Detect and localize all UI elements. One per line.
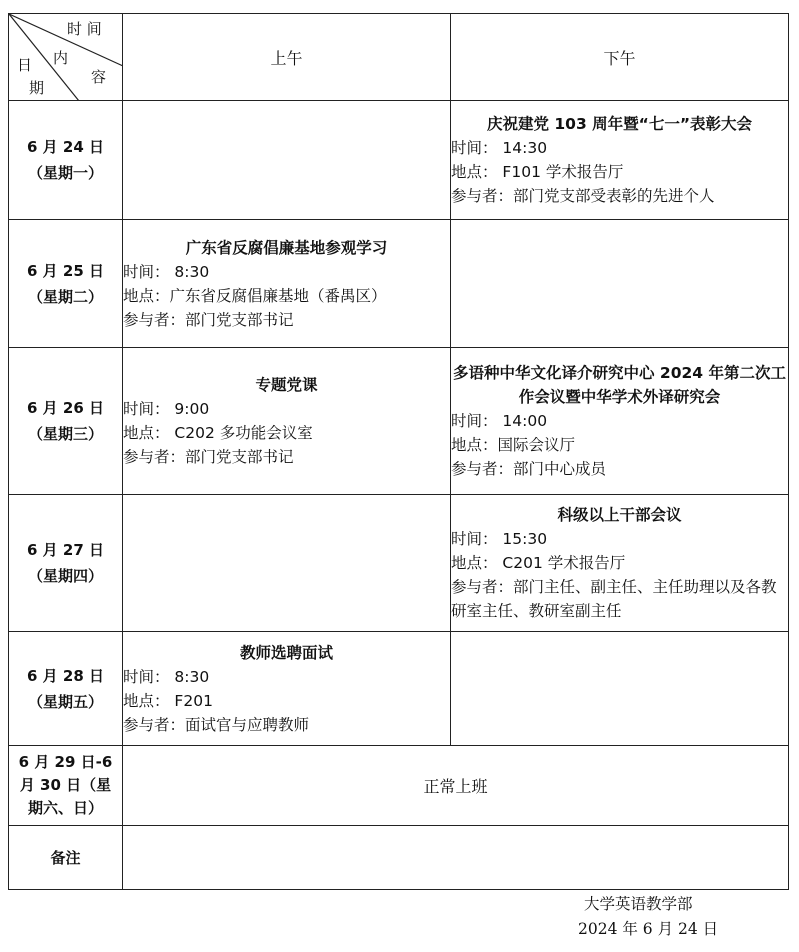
table-row <box>9 495 789 632</box>
date-cell <box>9 746 123 826</box>
event-participants: 参与者：部门中心成员 <box>451 460 607 478</box>
event-title: 专题党课 <box>255 376 318 394</box>
event-place: 地点： C202 多功能会议室 <box>123 424 313 442</box>
event-place: 地点：国际会议厅 <box>451 436 576 454</box>
event-place: 地点： F101 学术报告厅 <box>451 163 624 181</box>
weekday-label: （星期二） <box>27 287 103 306</box>
date-cell <box>9 101 123 220</box>
morning-event <box>123 220 451 348</box>
column-header-morning: 上午 <box>123 14 451 101</box>
event-time: 时间： 9:00 <box>123 400 210 418</box>
corner-label-time: 时 间 <box>67 20 102 38</box>
morning-event <box>123 632 451 746</box>
footer-department: 大学英语教学部 <box>584 895 693 913</box>
morning-event <box>123 348 451 495</box>
date-cell <box>9 348 123 495</box>
event-title: 庆祝建党 103 周年暨“七一”表彰大会 <box>486 115 753 133</box>
date-cell <box>9 632 123 746</box>
event-time: 时间： 8:30 <box>123 262 210 281</box>
date-cell <box>9 220 123 348</box>
weekday-label: （星期五） <box>27 692 103 711</box>
corner-label-date-1: 日 <box>17 56 33 74</box>
table-row-weekend <box>9 746 789 826</box>
date-cell <box>9 495 123 632</box>
morning-cell-empty <box>123 101 451 220</box>
event-participants: 参与者：部门党支部受表彰的先进个人 <box>451 187 715 205</box>
weekday-label: （星期三） <box>27 425 103 443</box>
corner-label-date-2: 期 <box>29 79 45 97</box>
date-label-line-1: 6 月 29 日-6 <box>18 753 113 771</box>
date-label-line-2: 月 30 日（星 <box>19 776 112 794</box>
event-time: 时间： 15:30 <box>451 530 548 548</box>
event-title: 教师选聘面试 <box>239 643 333 662</box>
event-place: 地点： C201 学术报告厅 <box>451 554 626 572</box>
corner-label-content-1: 内 <box>53 49 69 67</box>
event-participants: 参与者：部门党支部书记 <box>123 448 294 466</box>
column-header-afternoon: 下午 <box>451 14 789 101</box>
weekend-note: 正常上班 <box>123 746 789 826</box>
afternoon-cell-empty <box>451 632 789 746</box>
event-title: 科级以上干部会议 <box>557 506 682 524</box>
event-participants: 参与者：面试官与应聘教师 <box>123 715 310 734</box>
event-time: 时间： 14:30 <box>451 139 548 157</box>
event-participants: 参与者：部门主任、副主任、主任助理以及各教研室主任、教研室副主任 <box>451 578 777 620</box>
diagonal-header-cell <box>9 14 123 101</box>
event-title: 多语种中华文化译介研究中心 2024 年第二次工作会议暨中华学术外译研究会 <box>453 364 786 406</box>
schedule-table <box>8 13 789 890</box>
weekday-label: （星期四） <box>27 567 103 585</box>
event-place: 地点：广东省反腐倡廉基地（番禺区） <box>123 286 387 305</box>
date-label: 6 月 25 日 <box>27 261 104 280</box>
header-row <box>9 14 789 101</box>
afternoon-event <box>451 348 789 495</box>
afternoon-cell-empty <box>451 220 789 348</box>
date-label: 6 月 26 日 <box>27 399 104 417</box>
date-label: 6 月 24 日 <box>27 138 104 156</box>
date-label: 6 月 28 日 <box>27 666 104 685</box>
weekday-label: （星期一） <box>27 164 103 182</box>
event-place: 地点： F201 <box>123 691 213 710</box>
event-time: 时间： 8:30 <box>123 667 210 686</box>
event-participants: 参与者：部门党支部书记 <box>123 310 294 329</box>
table-row-remarks <box>9 826 789 890</box>
date-label-line-3: 期六、日） <box>27 799 103 817</box>
morning-cell-empty <box>123 495 451 632</box>
event-time: 时间： 14:00 <box>451 412 548 430</box>
table-row <box>9 220 789 348</box>
footer-date: 2024 年 6 月 24 日 <box>578 920 719 938</box>
table-row <box>9 101 789 220</box>
remarks-value <box>123 826 789 890</box>
date-label: 6 月 27 日 <box>27 541 104 559</box>
event-title: 广东省反腐倡廉基地参观学习 <box>185 238 388 257</box>
remarks-label: 备注 <box>9 826 123 890</box>
table-row <box>9 632 789 746</box>
afternoon-event <box>451 101 789 220</box>
afternoon-event <box>451 495 789 632</box>
table-row <box>9 348 789 495</box>
corner-label-content-2: 容 <box>91 68 107 86</box>
